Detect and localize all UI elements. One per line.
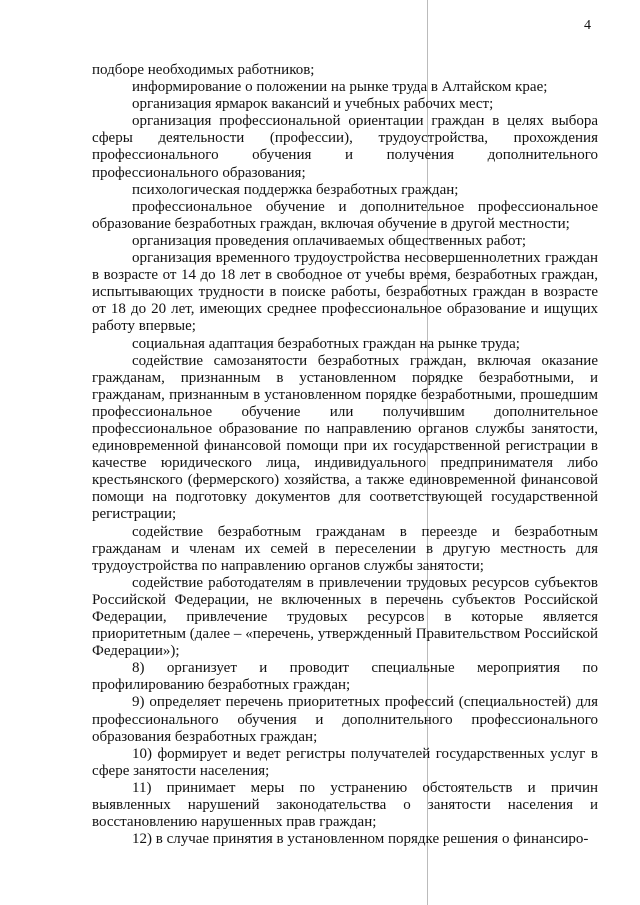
paragraph: социальная адаптация безработных граждан на рынке труда;: [132, 335, 520, 352]
paragraph: 12) в случае принятия в установленном порядке решения о финансиро-: [132, 831, 589, 848]
paragraph: 10) формирует и ведет регистры получателей государственных услуг в сфере занятости населения;: [92, 745, 598, 779]
paragraph: организация временного трудоустройства несовершеннолетних граждан в возрасте от 14 до 18 лет в свободное от учебы время, безработных граждан, испытывающих трудности в поиске работы, безработных граждан в возрасте от 18 до 20 лет, имеющих среднее профессиональное образование и ищущих работу впервые;: [92, 250, 598, 335]
paragraph: подборе необходимых работников;: [92, 62, 315, 78]
paragraph: содействие безработным гражданам в переезде и безработным гражданам и членам их семей в переселении в другую местность для трудоустройства по направлению органов службы занятости;: [92, 523, 598, 574]
document-body: [92, 62, 598, 848]
paragraph: организация профессиональной ориентации граждан в целях выбора сферы деятельности (профессии), трудоустройства, прохождения профессионального обучения и получения дополнительного профессионального образования;: [92, 113, 598, 181]
paragraph: организация ярмарок вакансий и учебных рабочих мест;: [132, 96, 494, 113]
paragraph: содействие работодателям в привлечении трудовых ресурсов субъектов Российской Федерации, не включенных в перечень субъектов Российской Федерации, привлечение трудовых ресурсов в которые является приоритетным (далее – «перечень, утвержденный Правительством Российской Федерации»);: [92, 574, 598, 660]
paragraph: организация проведения оплачиваемых общественных работ;: [132, 232, 527, 249]
paragraph: психологическая поддержка безработных граждан;: [132, 181, 459, 198]
paragraph: содействие самозанятости безработных граждан, включая оказание гражданам, признанным в установленном порядке безработными, и гражданам, признанным в установленном порядке безработными, прошедшим профессиональное обучение или получившим дополнительное профессиональное образование по направлению органов службы занятости, единовременной финансовой помощи при их государственной регистрации в качестве юридического лица, индивидуального предпринимателя либо крестьянского (фермерского) хозяйства, а также единовременной финансовой помощи на подготовку документов для соответствующей государственной регистрации;: [92, 352, 598, 523]
paragraph: 8) организует и проводит специальные мероприятия по профилированию безработных граждан;: [92, 660, 598, 694]
paragraph: профессиональное обучение и дополнительное профессиональное образование безработных граждан, включая обучение в другой местности;: [92, 198, 598, 232]
paragraph: информирование о положении на рынке труда в Алтайском крае;: [132, 79, 548, 96]
page-number: 4: [584, 18, 591, 33]
paragraph: 9) определяет перечень приоритетных профессий (специальностей) для профессионального обучения и дополнительного профессионального образования безработных граждан;: [92, 694, 598, 745]
paragraph: 11) принимает меры по устранению обстоятельств и причин выявленных нарушений законодательства о занятости населения и восстановлению нарушенных прав граждан;: [92, 779, 598, 831]
